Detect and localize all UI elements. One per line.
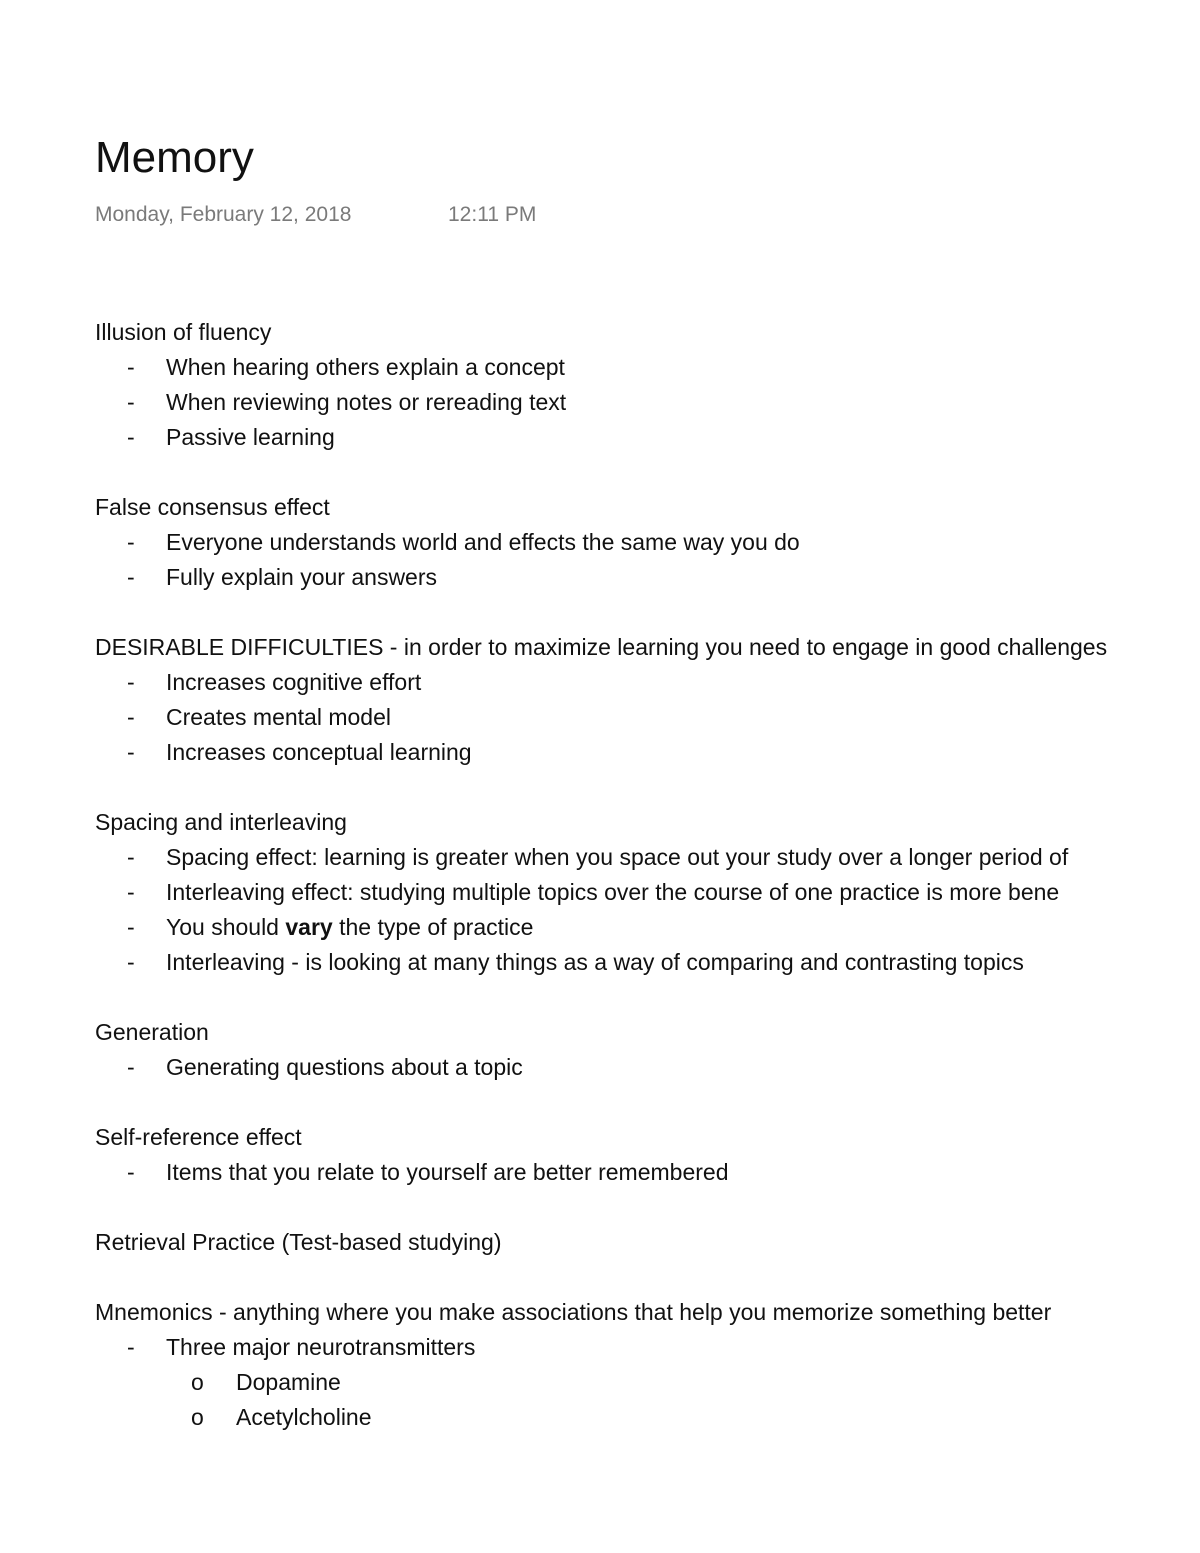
section-heading: False consensus effect [95,494,330,520]
list-item [95,525,1200,560]
section-spacing-interleaving [95,805,1200,980]
list-item-text [166,914,533,940]
list-item-text: Generating questions about a topic [166,1054,523,1080]
sub-list-item [95,1400,1200,1435]
list-item-text: Spacing effect: learning is greater when you space out your study over a longer period of [166,844,1069,870]
list-item [95,910,1200,945]
list-item-text: Items that you relate to yourself are better remembered [166,1159,729,1185]
sub-list-item-text: Dopamine [236,1369,341,1395]
dash-bullet: - [127,389,135,415]
circle-bullet: o [191,1404,204,1430]
list-item [95,385,1200,420]
text-run: the type of practice [332,914,534,940]
dash-bullet: - [127,1054,135,1080]
list-item [95,1155,1200,1190]
list-item-text: Increases conceptual learning [166,739,472,765]
note-body [95,315,1200,1470]
dash-bullet: - [127,564,135,590]
circle-bullet: o [191,1369,204,1395]
list-item-text: Interleaving - is looking at many things as a way of comparing and contrasting topics [166,949,1024,975]
list-item-text: Interleaving effect: studying multiple topics over the course of one practice is more bene [166,879,1060,905]
list-item-text: Passive learning [166,424,335,450]
dash-bullet: - [127,424,135,450]
dash-bullet: - [127,704,135,730]
sub-list-item [95,1365,1200,1400]
section-heading: Retrieval Practice (Test-based studying) [95,1229,502,1255]
list-item [95,945,1200,980]
section-heading: Mnemonics - anything where you make associations that help you memorize something better [95,1299,1052,1325]
list-item [95,875,1200,910]
list-item [95,840,1200,875]
list-item-text: When hearing others explain a concept [166,354,565,380]
list-item [95,560,1200,595]
section-desirable-difficulties [95,630,1200,770]
list-item [95,420,1200,455]
list-item [95,350,1200,385]
list-item-text: Fully explain your answers [166,564,438,590]
list-item-text: Creates mental model [166,704,391,730]
page-title: Memory [95,133,254,182]
note-timestamp [95,201,537,229]
list-item [95,1330,1200,1365]
section-heading: Self-reference effect [95,1124,302,1150]
section-self-reference [95,1120,1200,1190]
section-mnemonics [95,1295,1200,1435]
list-item [95,735,1200,770]
note-time: 12:11 PM [448,203,537,226]
section-heading: DESIRABLE DIFFICULTIES - in order to maximize learning you need to engage in good challenges [95,634,1108,660]
section-heading: Generation [95,1019,209,1045]
list-item-text: Increases cognitive effort [166,669,422,695]
dash-bullet: - [127,739,135,765]
section-generation [95,1015,1200,1085]
list-item-text: Everyone understands world and effects the same way you do [166,529,800,555]
sub-list-item-text: Acetylcholine [236,1404,372,1430]
section-illusion-of-fluency [95,315,1200,455]
dash-bullet: - [127,844,135,870]
list-item-text: When reviewing notes or rereading text [166,389,567,415]
dash-bullet: - [127,1159,135,1185]
section-heading: Spacing and interleaving [95,809,347,835]
list-item [95,1050,1200,1085]
bold-word: vary [285,914,333,940]
dash-bullet: - [127,1334,135,1360]
list-item [95,700,1200,735]
dash-bullet: - [127,669,135,695]
text-run: You should [166,914,286,940]
section-false-consensus [95,490,1200,595]
section-retrieval-practice [95,1225,1200,1260]
dash-bullet: - [127,879,135,905]
list-item-text: Three major neurotransmitters [166,1334,476,1360]
dash-bullet: - [127,354,135,380]
section-heading: Illusion of fluency [95,319,272,345]
note-date: Monday, February 12, 2018 [95,203,352,226]
dash-bullet: - [127,914,135,940]
dash-bullet: - [127,529,135,555]
list-item [95,665,1200,700]
dash-bullet: - [127,949,135,975]
